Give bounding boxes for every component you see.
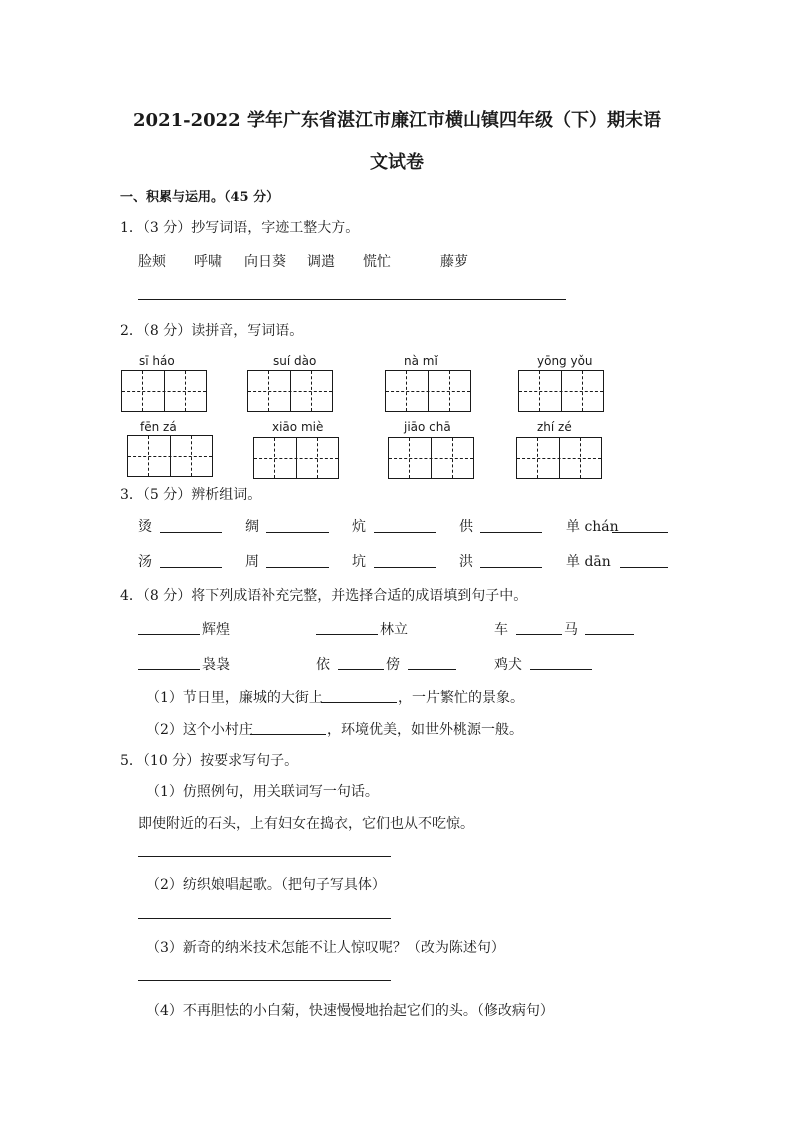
pinyin-label: jiāo chā	[404, 420, 451, 434]
q3-char: 单 chán	[566, 519, 619, 535]
q4-blank[interactable]	[138, 634, 200, 635]
q4-idiom-part: 鸡犬	[494, 657, 522, 673]
writing-grid[interactable]	[518, 370, 604, 412]
q5-part-4: （4）不再胆怯的小白菊，快速慢慢地抬起它们的头。（修改病句）	[146, 1003, 554, 1019]
q3-char: 周	[245, 554, 259, 570]
q3-blank[interactable]	[480, 532, 542, 533]
q3-char: 供	[459, 519, 473, 535]
q3-char: 汤	[138, 554, 152, 570]
writing-grid[interactable]	[253, 437, 339, 479]
q3-blank[interactable]	[612, 532, 668, 533]
q1-word: 呼啸	[194, 254, 222, 270]
q5-part-1: （1）仿照例句，用关联词写一句话。	[146, 784, 379, 800]
q3-blank[interactable]	[480, 567, 542, 568]
question-2-prompt: 2．（8 分）读拼音，写词语。	[120, 323, 304, 339]
q4-idiom-part: 林立	[380, 622, 408, 638]
q4-sentence-2: （2）这个小村庄	[146, 722, 253, 738]
q4-blank[interactable]	[321, 702, 397, 703]
question-1-prompt: 1．（3 分）抄写词语，字迹工整大方。	[120, 220, 360, 236]
q1-word: 向日葵	[244, 254, 286, 270]
q3-blank[interactable]	[266, 532, 329, 533]
q1-answer-line[interactable]	[138, 299, 566, 300]
q3-blank[interactable]	[160, 567, 222, 568]
q1-word: 脸颊	[138, 254, 166, 270]
q4-blank[interactable]	[250, 734, 326, 735]
page-title-continued: 文试卷	[370, 152, 424, 173]
q5-example-sentence: 即使附近的石头，上有妇女在捣衣，它们也从不吃惊。	[138, 816, 474, 832]
writing-grid[interactable]	[388, 437, 474, 479]
q4-blank[interactable]	[530, 669, 592, 670]
pinyin-label: nà mǐ	[404, 354, 438, 368]
q4-blank[interactable]	[516, 634, 562, 635]
q4-blank[interactable]	[408, 669, 456, 670]
q3-char: 绸	[245, 519, 259, 535]
pinyin-label: xiāo miè	[272, 420, 324, 434]
q3-char: 洪	[459, 554, 473, 570]
q1-word: 调遣	[307, 254, 335, 270]
q3-blank[interactable]	[374, 567, 436, 568]
q4-blank[interactable]	[585, 634, 634, 635]
q5-part-3: （3）新奇的纳米技术怎能不让人惊叹呢？（改为陈述句）	[146, 940, 505, 956]
writing-grid[interactable]	[127, 435, 213, 477]
q3-blank[interactable]	[266, 567, 329, 568]
q5-answer-line[interactable]	[138, 980, 391, 981]
q3-char: 坑	[352, 554, 366, 570]
pinyin-label: fēn zá	[140, 420, 177, 434]
q5-answer-line[interactable]	[138, 856, 391, 857]
question-3-prompt: 3．（5 分）辨析组词。	[120, 487, 262, 503]
q4-sentence-2-end: ，环境优美，如世外桃源一般。	[327, 722, 523, 738]
q4-sentence-1-end: ，一片繁忙的景象。	[398, 690, 524, 706]
q4-idiom-part: 车	[494, 622, 508, 638]
writing-grid[interactable]	[121, 370, 207, 412]
page-title: 2021-2022 学年广东省湛江市廉江市横山镇四年级（下）期末语	[133, 110, 661, 131]
pinyin-label: zhí zé	[537, 420, 572, 434]
q4-blank[interactable]	[138, 669, 200, 670]
writing-grid[interactable]	[516, 437, 602, 479]
q4-sentence-1: （1）节日里，廉城的大街上	[146, 690, 323, 706]
pinyin-label: suí dào	[273, 354, 317, 368]
q5-part-2: （2）纺织娘唱起歌。（把句子写具体）	[146, 877, 386, 893]
q4-idiom-part: 依	[316, 657, 330, 673]
question-5-prompt: 5．（10 分）按要求写句子。	[120, 753, 299, 769]
section-heading: 一、积累与运用。（45 分）	[120, 190, 280, 205]
q4-blank[interactable]	[338, 669, 384, 670]
q3-blank[interactable]	[374, 532, 436, 533]
pinyin-label: sī háo	[139, 354, 175, 368]
q5-answer-line[interactable]	[138, 918, 391, 919]
writing-grid[interactable]	[247, 370, 333, 412]
q4-idiom-part: 袅袅	[202, 657, 230, 673]
q3-blank[interactable]	[620, 567, 668, 568]
q4-idiom-part: 马	[564, 622, 578, 638]
q3-blank[interactable]	[160, 532, 222, 533]
q4-idiom-part: 辉煌	[202, 622, 230, 638]
q3-char: 烫	[138, 519, 152, 535]
q4-blank[interactable]	[316, 634, 378, 635]
q3-char: 单 dān	[566, 554, 611, 570]
writing-grid[interactable]	[385, 370, 471, 412]
q1-word: 藤萝	[440, 254, 468, 270]
q4-idiom-part: 傍	[386, 657, 400, 673]
q3-char: 炕	[352, 519, 366, 535]
q1-word: 慌忙	[363, 254, 391, 270]
question-4-prompt: 4．（8 分）将下列成语补充完整，并选择合适的成语填到句子中。	[120, 588, 528, 604]
pinyin-label: yōng yǒu	[537, 354, 593, 368]
